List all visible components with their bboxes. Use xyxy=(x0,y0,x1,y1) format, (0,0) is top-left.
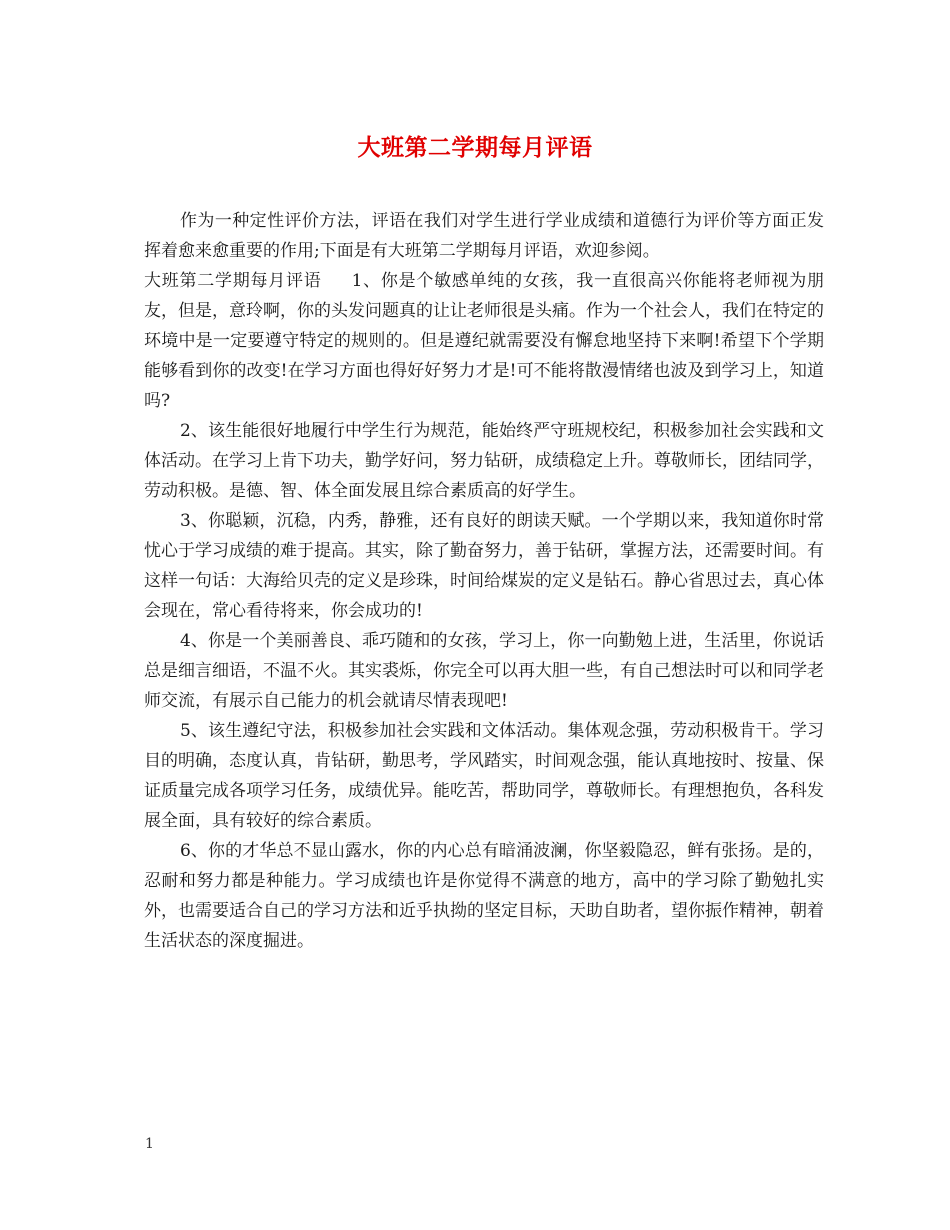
paragraph-6: 6、你的才华总不显山露水，你的内心总有暗涌波澜，你坚毅隐忍，鲜有张扬。是的，忍耐和努力都是种能力。学习成绩也许是你觉得不满意的地方，高中的学习除了勤勉扎实外，也需要适合自己的学习方法和近乎执拗的坚定目标，天助自助者，望你振作精神，朝着生活状态的深度掘进。 xyxy=(144,841,824,951)
intro-paragraph: 作为一种定性评价方法，评语在我们对学生进行学业成绩和道德行为评价等方面正发挥着愈来愈重要的作用;下面是有大班第二学期每月评语，欢迎参阅。 xyxy=(144,211,824,261)
page-title: 大班第二学期每月评语 xyxy=(357,134,593,161)
paragraph-3: 3、你聪颖，沉稳，内秀，静雅，还有良好的朗读天赋。一个学期以来，我知道你时常忧心于学习成绩的难于提高。其实，除了勤奋努力，善于钻研，掌握方法，还需要时间。有这样一句话：大海给贝壳的定义是珍珠，时间给煤炭的定义是钻石。静心省思过去，真心体会现在，常心看待将来，你会成功的! xyxy=(144,511,824,621)
paragraph-5: 5、该生遵纪守法，积极参加社会实践和文体活动。集体观念强，劳动积极肯干。学习目的明确，态度认真，肯钻研，勤思考，学风踏实，时间观念强，能认真地按时、按量、保证质量完成各项学习任务，成绩优异。能吃苦，帮助同学，尊敬师长。有理想抱负，各科发展全面，具有较好的综合素质。 xyxy=(144,721,824,831)
page-number: 1 xyxy=(145,1136,154,1152)
paragraph-1 xyxy=(144,266,824,416)
paragraph-4: 4、你是一个美丽善良、乖巧随和的女孩，学习上，你一向勤勉上进，生活里，你说话总是细言细语，不温不火。其实裘烁，你完全可以再大胆一些，有自己想法时可以和同学老师交流，有展示自己能力的机会就请尽情表现吧! xyxy=(144,631,824,711)
paragraph-2: 2、该生能很好地履行中学生行为规范，能始终严守班规校纪，积极参加社会实践和文体活动。在学习上肯下功夫，勤学好问，努力钻研，成绩稳定上升。尊敬师长，团结同学，劳动积极。是德、智、体全面发展且综合素质高的好学生。 xyxy=(144,421,824,501)
paragraph-1-text: 1、你是个敏感单纯的女孩，我一直很高兴你能将老师视为朋友，但是，意玲啊，你的头发问题真的让让老师很是头痛。作为一个社会人，我们在特定的环境中是一定要遵守特定的规则的。但是遵纪就需要没有懈怠地坚持下来啊!希望下个学期能够看到你的改变!在学习方面也得好好努力才是!可不能将散漫情绪也波及到学习上，知道吗? xyxy=(144,271,825,411)
document-body xyxy=(144,206,824,956)
section-heading: 大班第二学期每月评语 xyxy=(144,271,322,291)
